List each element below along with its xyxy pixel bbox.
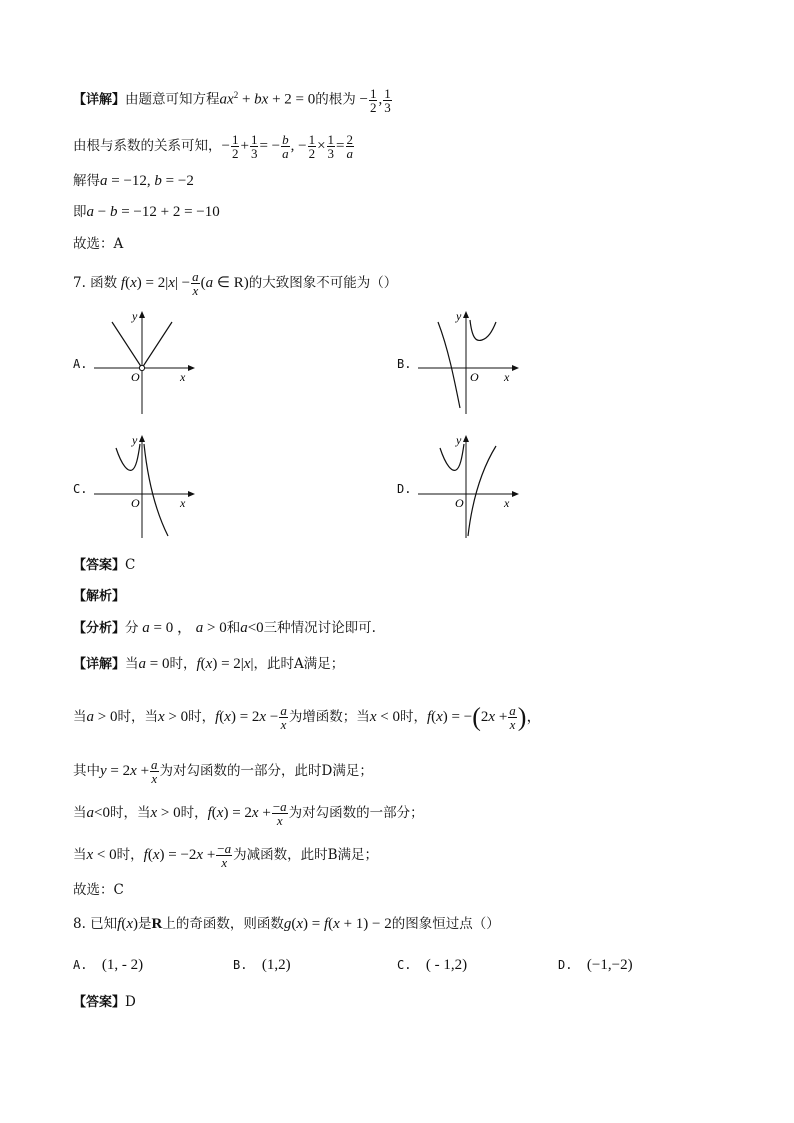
q6-detail-line-3: 解得a = −12, b = −2 [73, 173, 194, 189]
answer-value: C [125, 557, 136, 573]
origin-label: O [455, 496, 464, 510]
y-axis-arrow-icon [139, 311, 145, 318]
q6-detail-line-2: 由根与系数的关系可知，− $\frac{1}{2}$ + $\frac{1}{3}$ = − $\frac{b}{a}$ , − $\frac{1}{2}$ × $\frac{1}{3}$ = $\frac{2}{a}$ [73, 132, 354, 161]
q8-option-c[interactable]: C. ( - 1,2) [397, 957, 468, 973]
x-axis-arrow-icon [512, 365, 519, 371]
curve-right-branch [144, 444, 168, 536]
y-axis-arrow-icon [139, 435, 145, 442]
x-label: x [504, 370, 510, 384]
open-point [139, 365, 144, 370]
detail-tag: 【详解】 [73, 92, 126, 108]
q7-graph-c[interactable] [92, 432, 197, 540]
q7-option-b-label[interactable]: B. [397, 357, 412, 371]
q7-graph-a[interactable] [92, 308, 197, 416]
y-label: y [456, 433, 462, 447]
origin-label: O [131, 370, 140, 384]
q7-option-c-label[interactable]: C. [73, 482, 88, 496]
answer-tag: 【答案】 [73, 995, 126, 1010]
q7-stem: 7. 函数 f(x) = 2|x| − $\frac{a}{x}$ (a ∈ R)的大致图象不可能为（） [73, 269, 398, 298]
answer-value: D [125, 994, 136, 1010]
curve-left-branch [116, 444, 140, 470]
answer-tag: 【答案】 [73, 558, 126, 573]
origin-label: O [131, 496, 140, 510]
q7-answer [73, 556, 135, 575]
q7-detail-line-5: 当x < 0时，f(x) = −2x + $\frac{-a}{x}$ 为减函数，此时B满足； [73, 841, 379, 870]
q7-graph-b[interactable] [416, 308, 521, 416]
q6-detail-line-4: 即a − b = −12 + 2 = −10 [73, 204, 220, 220]
curve-right-branch [468, 446, 496, 536]
q7-detail-line-3: 其中y = 2x + $\frac{a}{x}$ 为对勾函数的一部分，此时D满足； [73, 757, 373, 786]
y-axis-arrow-icon [463, 435, 469, 442]
q8-stem: 8. 已知f(x)是R上的奇函数，则函数g(x) = f(x + 1) − 2的图象恒过点（） [73, 916, 500, 932]
x-axis-arrow-icon [512, 491, 519, 497]
origin-label: O [470, 370, 479, 384]
q7-fenxi-line: 【分析】分 a = 0 ， a > 0和a<0三种情况讨论即可. [73, 620, 376, 636]
y-label: y [132, 433, 138, 447]
y-label: y [456, 309, 462, 323]
q6-detail-line-1: 【详解】由题意可知方程$ax^2$ + bx + 2 = 0的根为 − $\frac{1}{2}$ , $\frac{1}{3}$ [73, 85, 391, 115]
q7-answer-line: 故选：C [73, 882, 124, 898]
x-label: x [504, 496, 510, 510]
y-axis-arrow-icon [463, 311, 469, 318]
q8-answer [73, 993, 136, 1012]
q7-detail-line-1: 【详解】当a = 0时，f(x) = 2|x|，此时A满足； [73, 656, 345, 672]
q7-analysis-heading: 【解析】 [73, 589, 126, 604]
q7-detail-line-4: 当a<0时，当x > 0时，f(x) = 2x + $\frac{-a}{x}$ 为对勾函数的一部分； [73, 799, 424, 828]
q7-detail-line-2: 当a > 0时，当x > 0时，f(x) = 2x − $\frac{a}{x}$ 为增函数；当x < 0时，f(x) = −(2x + $\frac{a}{x}$ )， [73, 702, 542, 732]
curve-left-branch [440, 444, 464, 470]
x-label: x [180, 370, 186, 384]
q8-option-d[interactable]: D. (−1,−2) [558, 957, 633, 973]
curve-right-branch [470, 320, 496, 340]
q7-option-d-label[interactable]: D. [397, 482, 412, 496]
y-label: y [132, 309, 138, 323]
x-axis-arrow-icon [188, 491, 195, 497]
x-axis-arrow-icon [188, 365, 195, 371]
q7-graph-d[interactable] [416, 432, 521, 540]
q6-answer-line: 故选：A [73, 236, 124, 252]
q7-option-a-label[interactable]: A. [73, 357, 88, 371]
q8-option-a[interactable]: A. (1, - 2) [73, 957, 144, 973]
x-label: x [180, 496, 186, 510]
curve-left-branch [438, 322, 460, 408]
q8-option-b[interactable]: B. (1,2) [233, 957, 291, 973]
